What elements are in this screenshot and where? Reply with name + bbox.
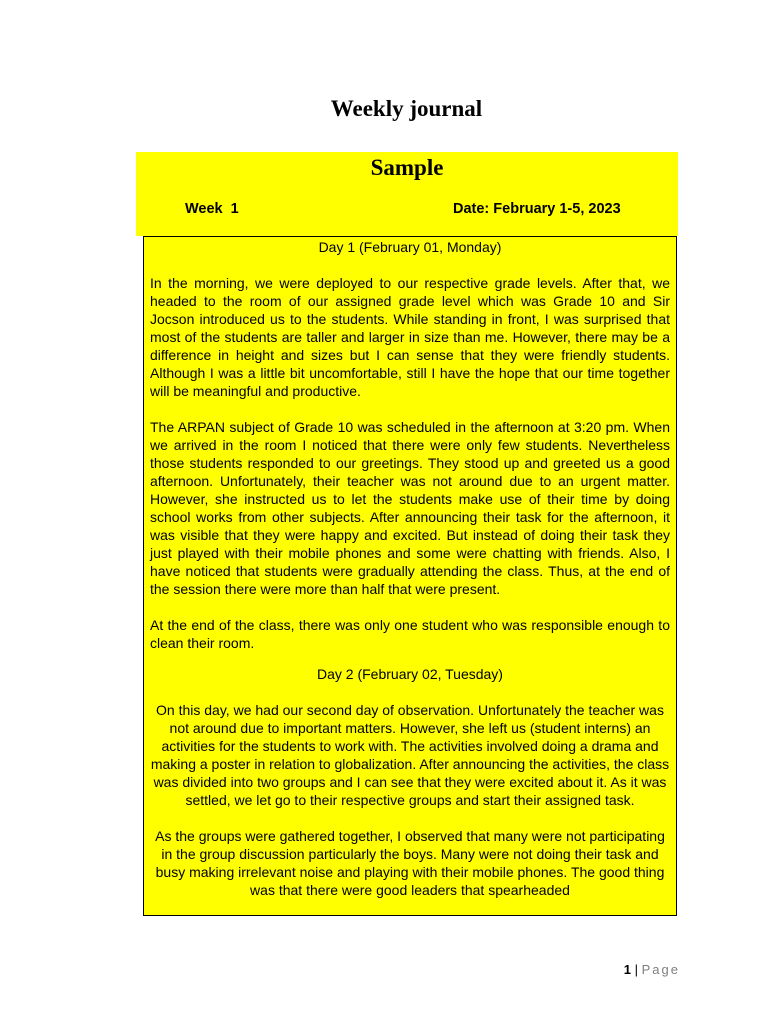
journal-header [136, 152, 678, 236]
page-separator: | [631, 962, 642, 977]
page-number: 1 [623, 962, 632, 977]
day-1-content [144, 274, 676, 652]
date-range: Date: February 1-5, 2023 [453, 201, 621, 217]
week-label: Week 1 [185, 201, 239, 217]
day-1-entry [143, 236, 677, 666]
page-label: Page [641, 962, 680, 977]
day-1-paragraph-3: At the end of the class, there was only one student who was responsible enough to clean their room. [150, 617, 670, 651]
day-2-paragraph-1: On this day, we had our second day of observation. Unfortunately the teacher was not around due to important matters. However, she left us (student interns) an activities for the students to work with. The activities involved doing a drama and making a poster in relation to globalization. After announcing the activities, the class was divided into two groups and I can see that they were excited about it. As it was settled, we let go to their respective groups and start their assigned task. [150, 702, 670, 808]
day-1-paragraph-2: The ARPAN subject of Grade 10 was scheduled in the afternoon at 3:20 pm. When we arrived in the room I noticed that there were only few students. Nevertheless those students responded to our greetings. They stood up and greeted us a good afternoon. Unfortunately, their teacher was not around due to an urgent matter. However, she instructed us to let the students make use of their time by doing school works from other subjects. After announcing their task for the afternoon, it was visible that they were happy and excited. But instead of doing their task they just played with their mobile phones and some were chatting with friends. Also, I have noticed that students were gradually attending the class. Thus, at the end of the session there were more than half that were present. [150, 419, 670, 597]
day-2-title: Day 2 (February 02, Tuesday) [317, 666, 503, 682]
day-1-paragraph-1: In the morning, we were deployed to our respective grade levels. After that, we headed to the room of our assigned grade level which was Grade 10 and Sir Jocson introduced us to the students. While standing in front, I was surprised that most of the students are taller and larger in size than me. However, there may be a difference in height and sizes but I can sense that they were friendly students. Although I was a little bit uncomfortable, still I have the hope that our time together will be meaningful and productive. [150, 275, 670, 399]
page-footer [620, 961, 680, 979]
day-1-title: Day 1 (February 01, Monday) [318, 239, 502, 255]
document-title: Weekly journal [330, 96, 483, 121]
day-2-paragraph-2: As the groups were gathered together, I observed that many were not participating in the group discussion particularly the boys. Many were not doing their task and busy making irrelevant noise and playing with their mobile phones. The good thing was that there were good leaders that spearheaded [155, 828, 665, 898]
day-2-content [144, 701, 676, 899]
sample-heading: Sample [370, 155, 444, 180]
day-2-entry [143, 664, 677, 916]
